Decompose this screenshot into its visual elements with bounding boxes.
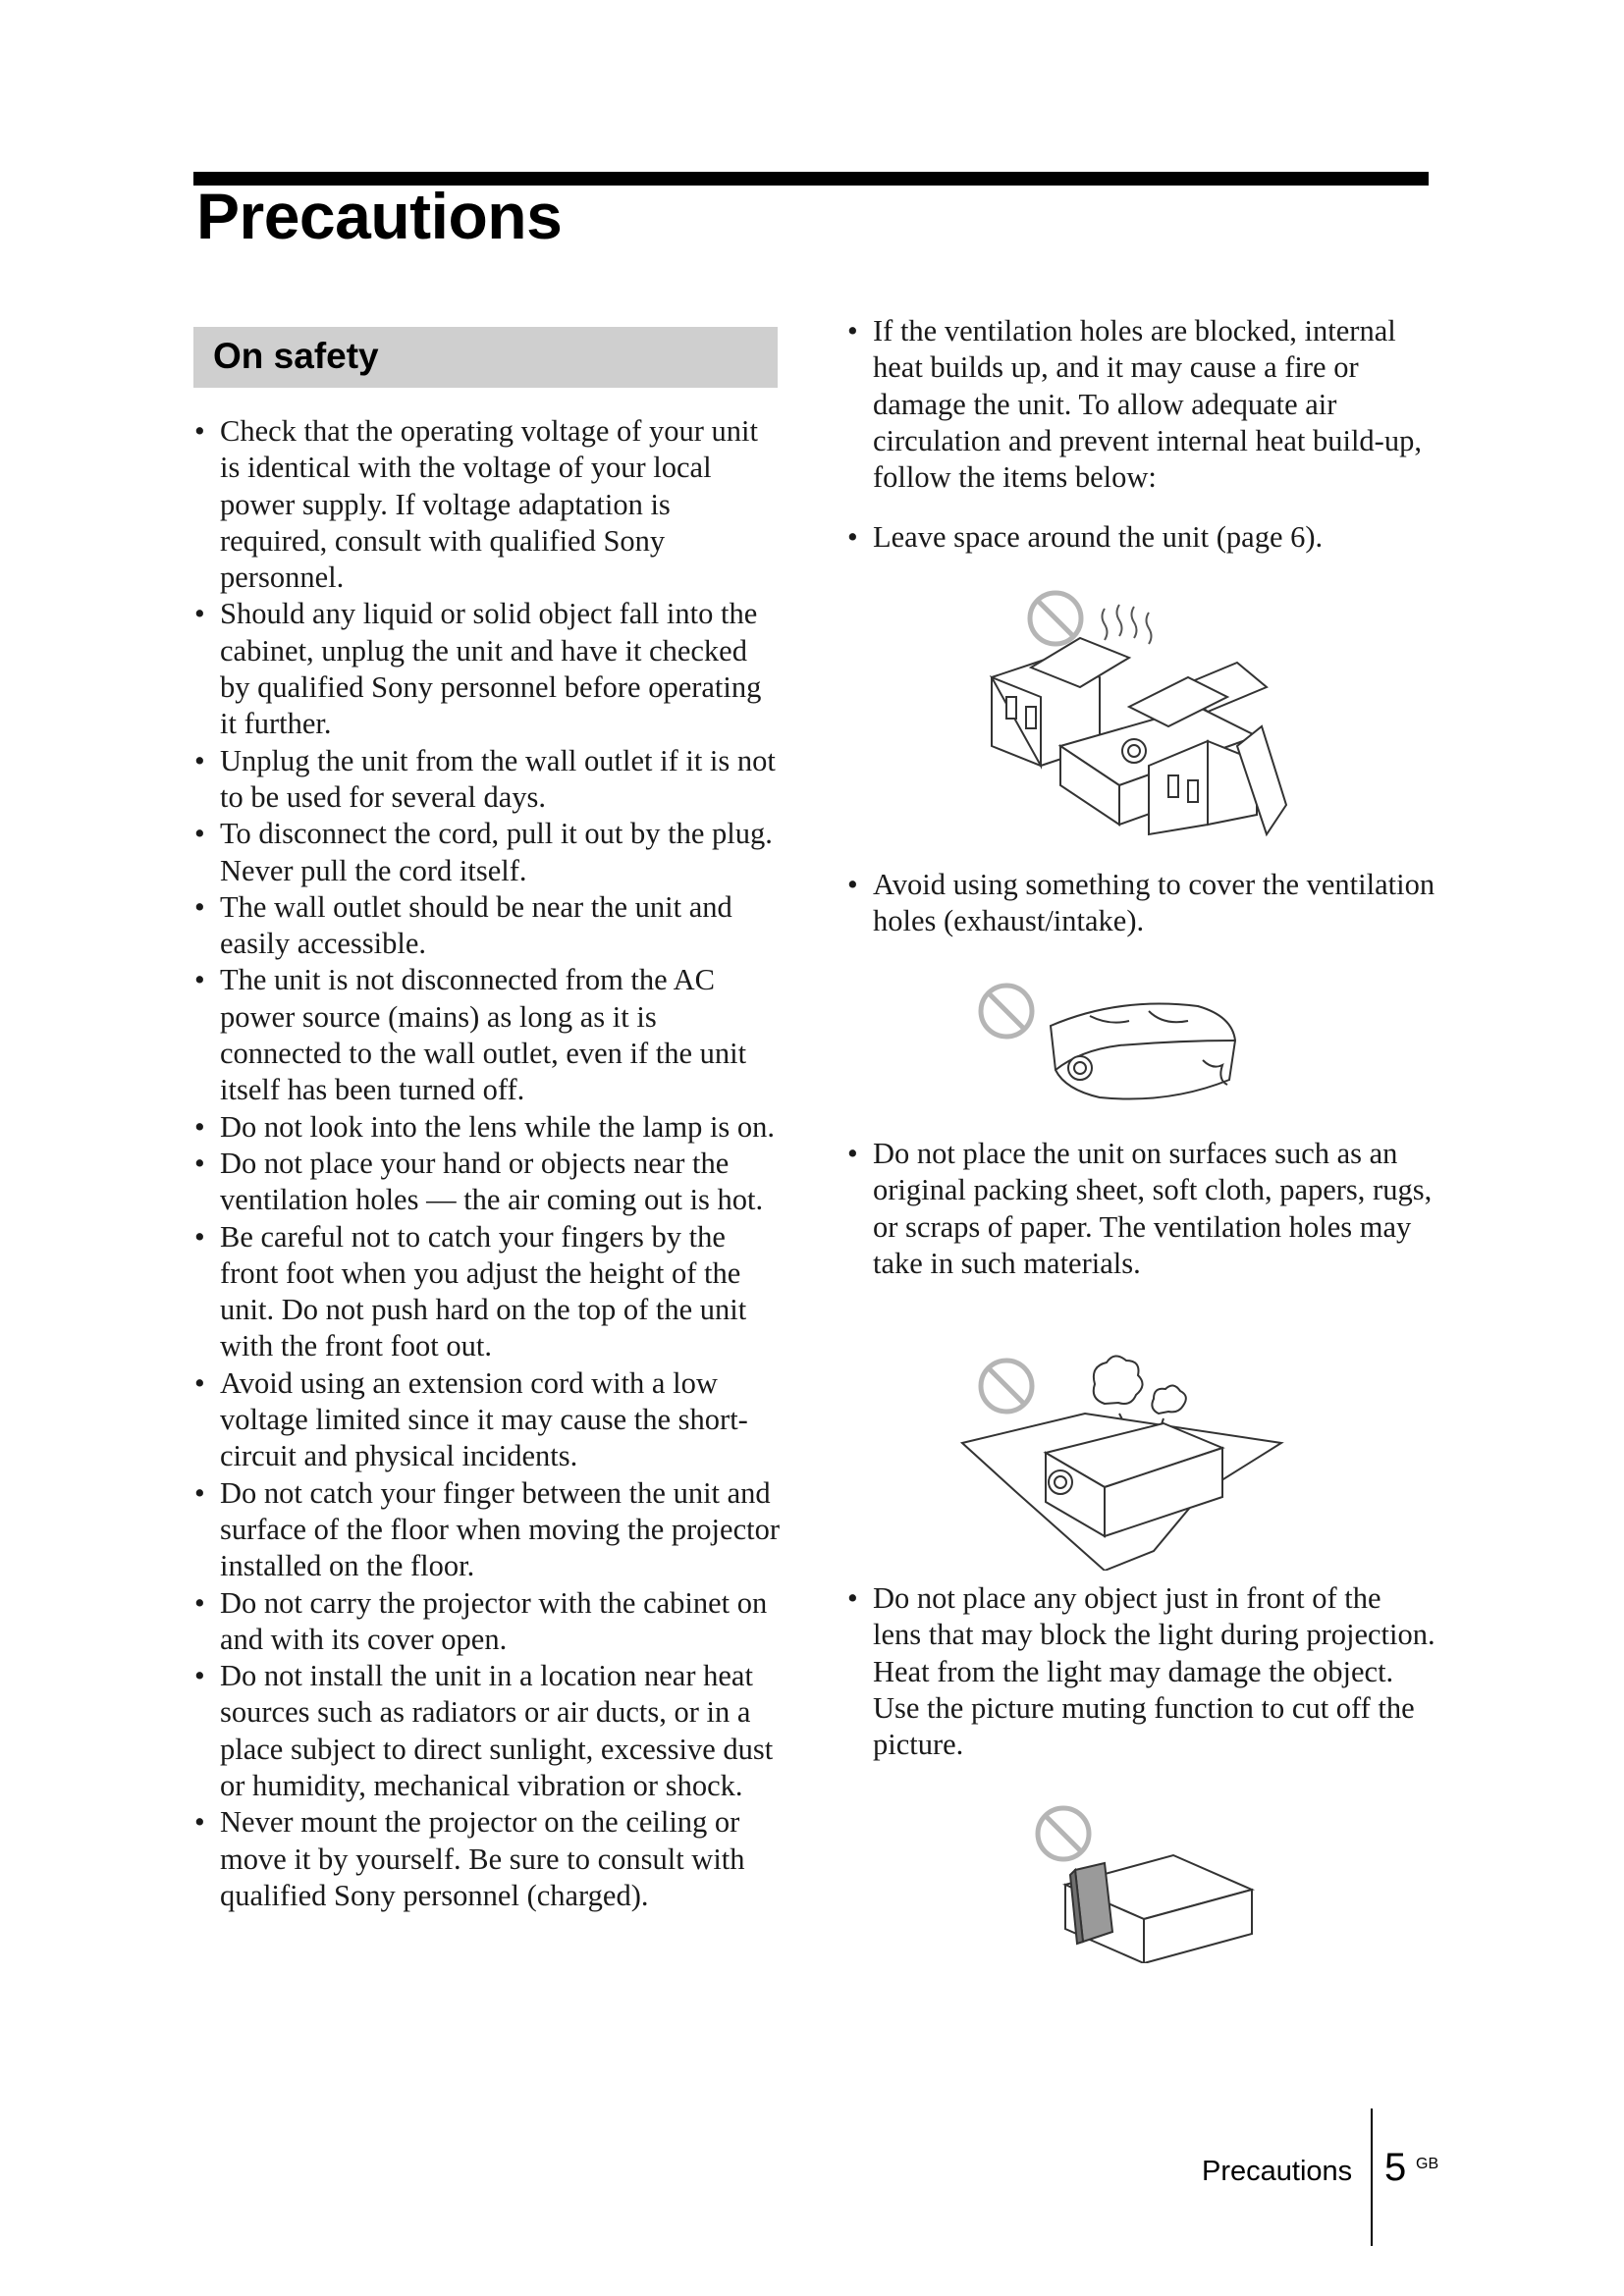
cloth-covered-projector xyxy=(1051,1004,1235,1099)
list-item: • Do not carry the projector with the cabinet on and with its cover open. xyxy=(193,1585,783,1659)
list-item: • To disconnect the cord, pull it out by the plug. Never pull the cord itself. xyxy=(193,816,783,889)
list-item: • Do not install the unit in a location near heat sources such as radiators or air ducts, or in a place subject to direct sunlight, excessive dust or humidity, mechanical vibration or shock. xyxy=(193,1658,783,1804)
prohibited-icon xyxy=(1030,593,1081,644)
page-number: 5 xyxy=(1384,2146,1407,2189)
list-item: • Do not look into the lens while the lamp is on. xyxy=(193,1109,783,1146)
list-item: • Avoid using an extension cord with a low voltage limited since it may cause the short-circuit and physical incidents. xyxy=(193,1365,783,1475)
illustration-covered-projector xyxy=(972,972,1257,1109)
list-item: • The unit is not disconnected from the AC power source (mains) as long as it is connected to the wall outlet, even if the unit itself has been turned off. xyxy=(193,962,783,1108)
prohibited-icon xyxy=(1038,1808,1089,1859)
section-title: On safety xyxy=(213,336,379,376)
list-item: • Be careful not to catch your fingers by the front foot when you adjust the height of the unit. Do not push hard on the top of the unit with the front foot out. xyxy=(193,1219,783,1365)
footer-divider xyxy=(1371,2109,1373,2246)
language-code: GB xyxy=(1416,2156,1439,2172)
paper-sheet-and-projector xyxy=(962,1414,1281,1571)
boxes-and-projector xyxy=(992,638,1286,834)
list-item: • If the ventilation holes are blocked, internal heat builds up, and it may cause a fire or damage the unit. To allow adequate air circulation and prevent internal heat build-up, follow the items below: xyxy=(846,313,1435,496)
projector-with-object xyxy=(1065,1855,1252,1963)
illustration-projector-on-sheet xyxy=(957,1345,1321,1571)
list-item: • Never mount the projector on the ceiling or move it by yourself. Be sure to consult with qualified Sony personnel (charged). xyxy=(193,1804,783,1914)
list-item: • Leave space around the unit (page 6). xyxy=(846,519,1435,556)
heat-waves-icon xyxy=(1103,605,1152,644)
safety-list-left xyxy=(193,413,783,1914)
right-item-cover xyxy=(846,867,1435,940)
illustration-surrounded-projector xyxy=(972,579,1296,844)
list-item: • Unplug the unit from the wall outlet if it is not to be used for several days. xyxy=(193,743,783,817)
list-item: • Do not catch your finger between the unit and surface of the floor when moving the projector installed on the floor. xyxy=(193,1475,783,1585)
prohibited-icon xyxy=(981,986,1032,1037)
list-item: • Do not place your hand or objects near the ventilation holes — the air coming out is hot. xyxy=(193,1146,783,1219)
right-item-ventilation xyxy=(846,313,1435,496)
list-item: • The wall outlet should be near the unit and easily accessible. xyxy=(193,889,783,963)
list-item: • Should any liquid or solid object fall into the cabinet, unplug the unit and have it checked by qualified Sony personnel before operating it further. xyxy=(193,596,783,742)
right-item-surfaces xyxy=(846,1136,1435,1282)
list-item: • Check that the operating voltage of your unit is identical with the voltage of your local power supply. If voltage adaptation is required, consult with qualified Sony personnel. xyxy=(193,413,783,596)
page-title: Precautions xyxy=(196,180,563,252)
right-item-lens xyxy=(846,1580,1435,1763)
left-column xyxy=(193,413,783,1914)
footer-section-label: Precautions xyxy=(1202,2156,1353,2187)
right-item-leave-space xyxy=(846,519,1435,556)
list-item: • Do not place any object just in front of the lens that may block the light during projection. Heat from the light may damage the object. Use the picture muting function to cut off the picture. xyxy=(846,1580,1435,1763)
section-header xyxy=(193,327,778,388)
prohibited-icon xyxy=(981,1361,1032,1412)
list-item: • Do not place the unit on surfaces such as an original packing sheet, soft cloth, papers, rugs, or scraps of paper. The ventilation holes may take in such materials. xyxy=(846,1136,1435,1282)
illustration-object-blocking-lens xyxy=(1026,1796,1262,1963)
list-item: • Avoid using something to cover the ventilation holes (exhaust/intake). xyxy=(846,867,1435,940)
